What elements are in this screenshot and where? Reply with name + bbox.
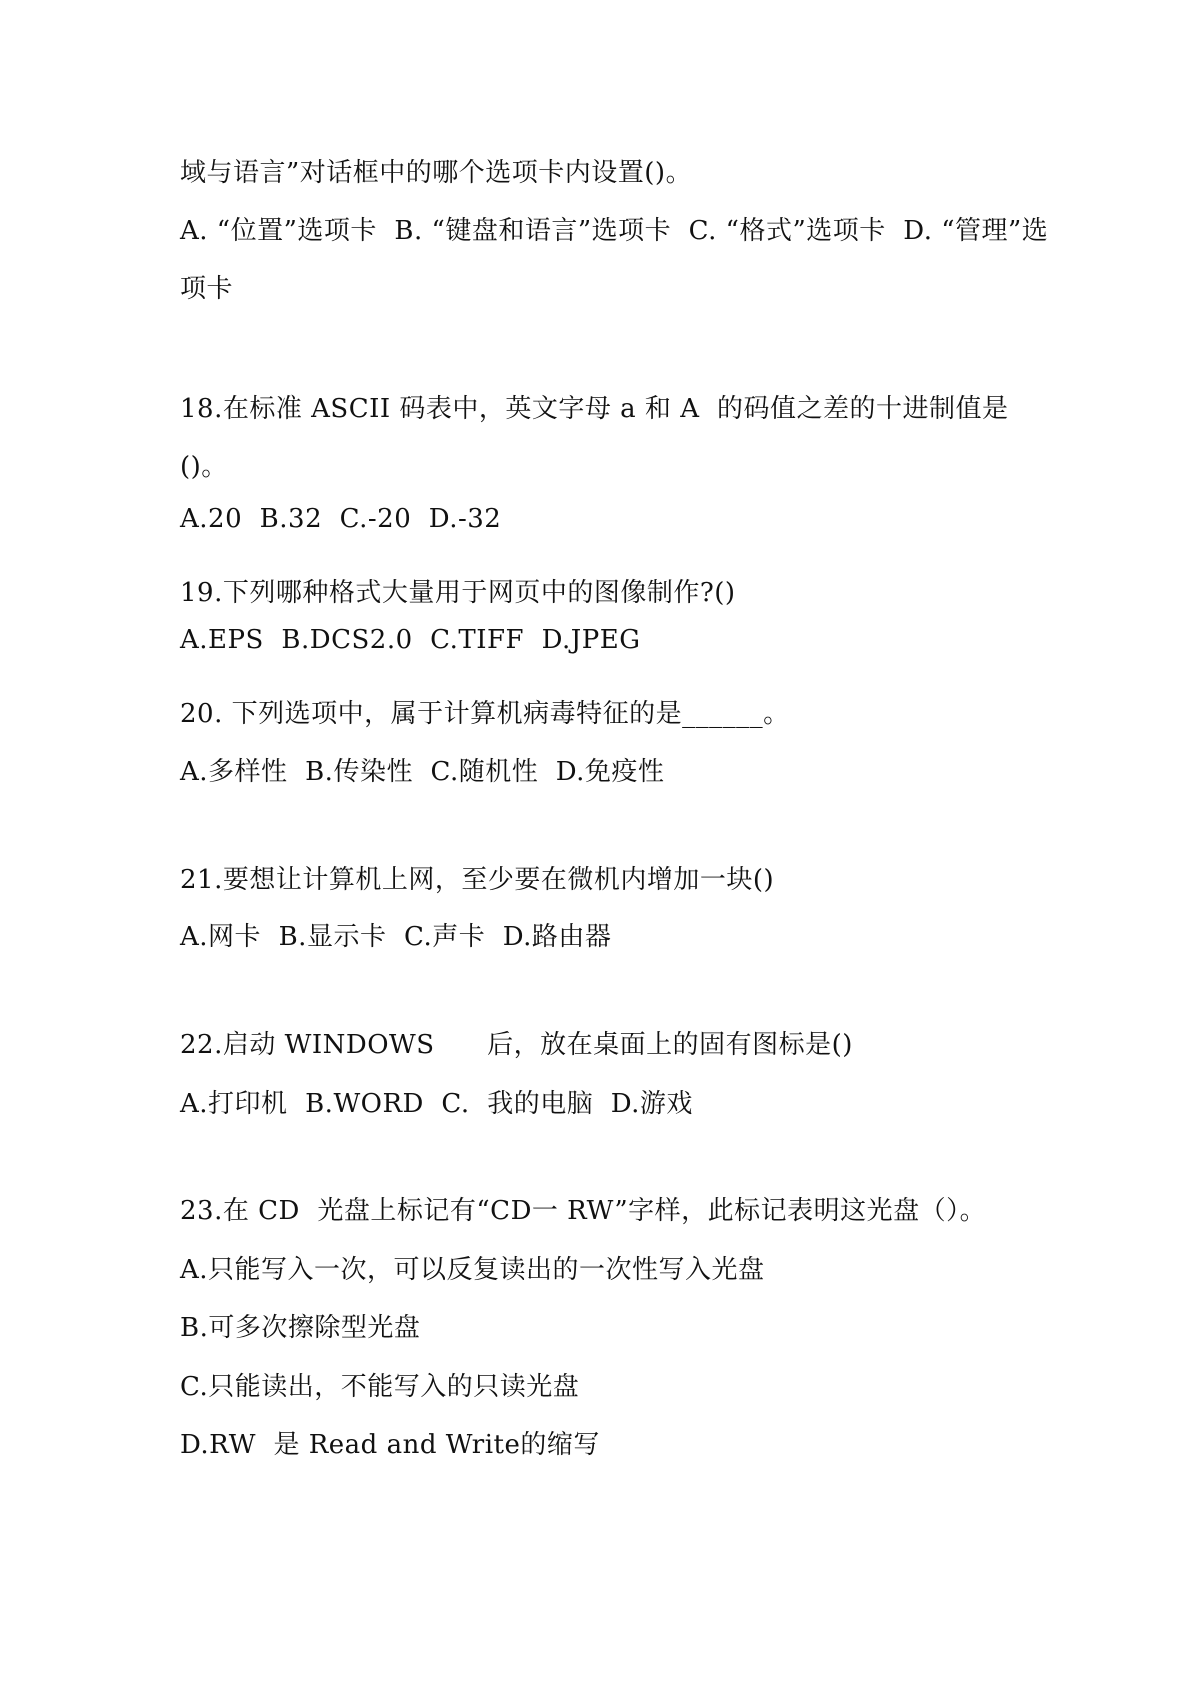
- q23-option-c: C.只能读出，不能写入的只读光盘: [180, 1372, 580, 1402]
- q23-stem: 23.在 CD 光盘上标记有“CD一 RW”字样，此标记表明这光盘（）。: [180, 1196, 987, 1226]
- q22-stem: 22.启动 WINDOWS 后，放在桌面上的固有图标是(): [180, 1030, 853, 1060]
- q21-stem: 21.要想让计算机上网，至少要在微机内增加一块(): [180, 865, 775, 895]
- q18-stem-line2: ()。: [180, 452, 228, 482]
- q20-stem: 20. 下列选项中，属于计算机病毒特征的是______。: [180, 699, 790, 729]
- q23-option-a: A.只能写入一次，可以反复读出的一次性写入光盘: [180, 1255, 765, 1285]
- q17-stem-continued: 域与语言”对话框中的哪个选项卡内设置()。: [180, 158, 693, 188]
- q22-options: A.打印机 B.WORD C. 我的电脑 D.游戏: [180, 1089, 693, 1119]
- q21-options: A.网卡 B.显示卡 C.声卡 D.路由器: [180, 922, 612, 952]
- q23-option-d: D.RW 是 Read and Write的缩写: [180, 1430, 600, 1460]
- q17-options-line1: A. “位置”选项卡 B. “键盘和语言”选项卡 C. “格式”选项卡 D. “管理”选: [180, 216, 1049, 246]
- q23-option-b: B.可多次擦除型光盘: [180, 1313, 421, 1343]
- q19-stem: 19.下列哪种格式大量用于网页中的图像制作?(): [180, 578, 736, 608]
- q20-options: A.多样性 B.传染性 C.随机性 D.免疫性: [180, 757, 665, 787]
- q19-options: A.EPS B.DCS2.0 C.TIFF D.JPEG: [180, 625, 641, 655]
- q17-options-line2: 项卡: [180, 274, 234, 304]
- q18-stem-line1: 18.在标准 ASCII 码表中，英文字母 a 和 A 的码值之差的十进制值是: [180, 394, 1009, 424]
- q18-options: A.20 B.32 C.-20 D.-32: [180, 504, 502, 534]
